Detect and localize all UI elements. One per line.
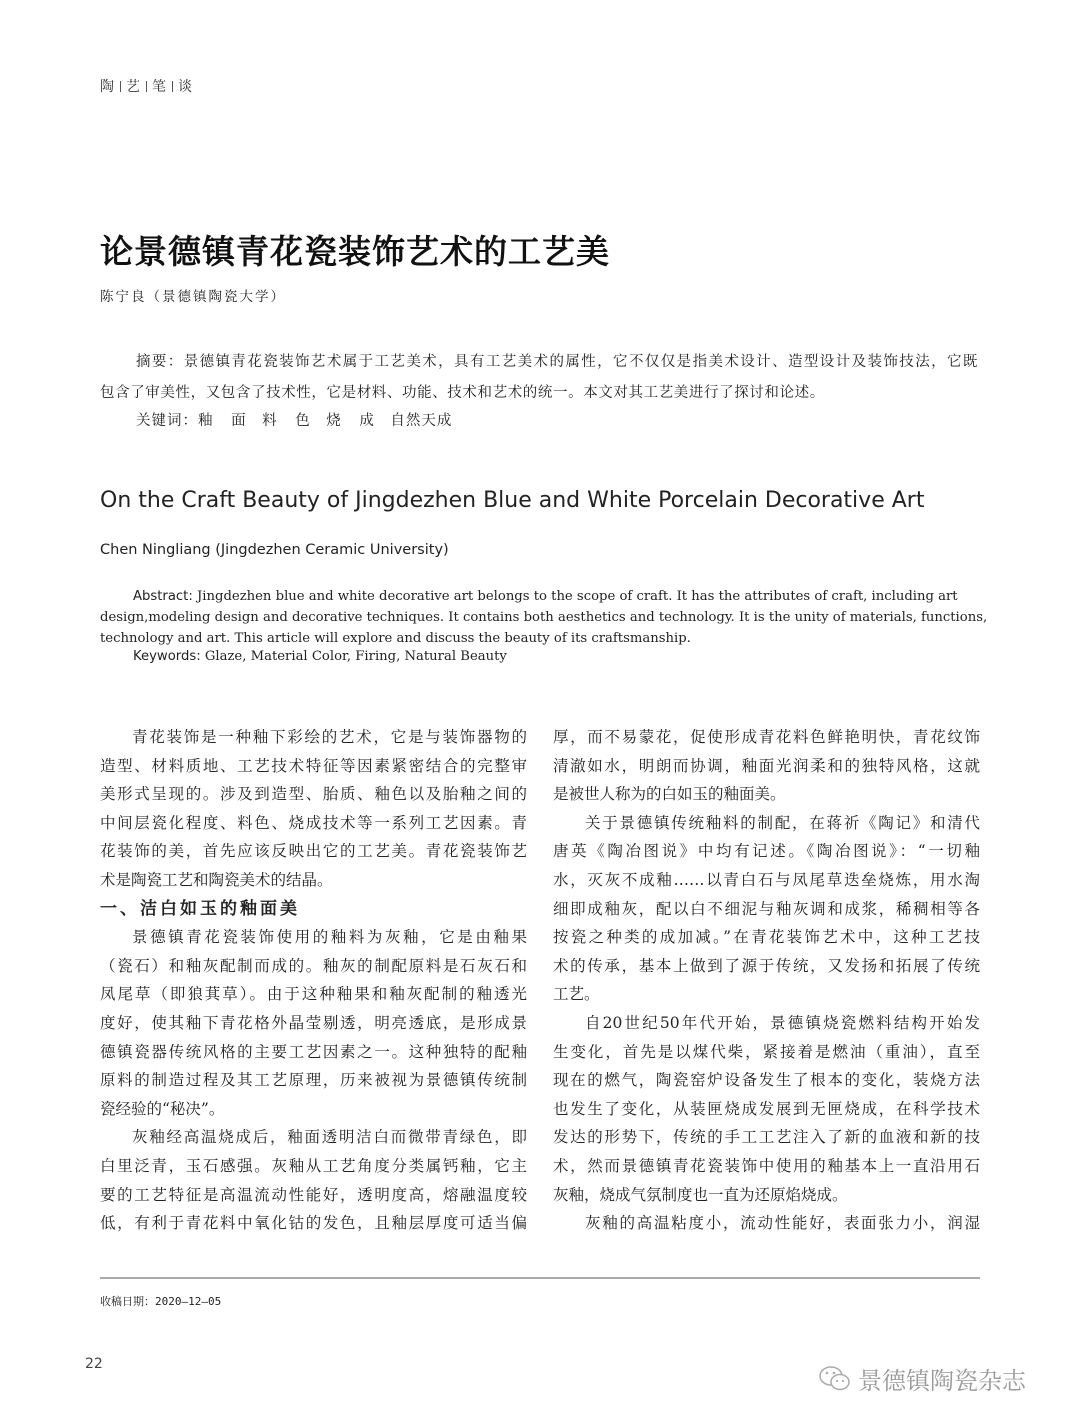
text-line: 发达的形势下，传统的手工工艺注入了新的血液和新的技 xyxy=(553,1128,980,1147)
text-line: 关于景德镇传统釉料的制配，在蒋祈《陶记》和清代 xyxy=(585,813,980,832)
divider xyxy=(120,81,121,92)
text-line: 白里泛青，玉石感强。灰釉从工艺角度分类属钙釉，它主 xyxy=(100,1156,527,1175)
keywords-value: 釉 面 料 色 烧 成 自然天成 xyxy=(198,413,453,429)
text-line: 灰釉经高温烧成后，釉面透明洁白而微带青绿色，即 xyxy=(132,1128,527,1147)
text-line: 厚，而不易蒙花，促使形成青花料色鲜艳明快，青花纹饰 xyxy=(553,728,980,746)
text-line: 细即成釉灰，配以白不细泥与釉灰调和成浆，稀稠相等各 xyxy=(553,899,980,918)
abstract-line: 包含了审美性，又包含了技术性，它是材料、功能、技术和艺术的统一。本文对其工艺美进行了探讨和论述。 xyxy=(100,385,825,401)
english-author: Chen Ningliang (Jingdezhen Ceramic University) xyxy=(100,542,449,558)
text-line: 唐英《陶冶图说》中均有记述。《陶冶图说》：“一切釉 xyxy=(553,842,980,861)
text-line: 也发生了变化，从装匣烧成发展到无匣烧成，在科学技术 xyxy=(553,1099,980,1118)
abstract-line: technology and art. This article will explore and discuss the beauty of its craftsmanship. xyxy=(100,631,691,646)
text-line: 术的传承，基本上做到了源于传统，又发扬和拓展了传统 xyxy=(553,956,980,975)
text-line: 清澈如水，明朗而协调，釉面光润柔和的独特风格，这就 xyxy=(553,756,980,775)
paragraph xyxy=(100,723,527,895)
english-title: On the Craft Beauty of Jingdezhen Blue and White Porcelain Decorative Art xyxy=(100,488,925,513)
text-line: 中间层瓷化程度、料色、烧成技术等一系列工艺因素。青 xyxy=(100,813,527,832)
watermark xyxy=(818,1361,1026,1396)
text-line: 原料的制造过程及其工艺原理，历来被视为景德镇传统制 xyxy=(100,1071,527,1090)
footer-divider xyxy=(100,1277,980,1279)
divider xyxy=(172,81,173,92)
abstract-zh xyxy=(100,347,978,409)
paragraph xyxy=(100,923,527,1123)
keywords-zh xyxy=(136,409,452,430)
abstract-line: design,modeling design and decorative techniques. It contains both aesthetics and technology. It is the unity of materials, functions, xyxy=(100,610,988,625)
abstract-text: Jingdezhen blue and white decorative art belongs to the scope of craft. It has the attributes of craft, including art xyxy=(192,589,958,604)
abstract-line xyxy=(100,586,958,607)
paragraph xyxy=(553,809,980,1009)
abstract-en xyxy=(100,586,988,649)
text-line: 工艺。 xyxy=(553,985,600,1004)
text-line: 术，然而景德镇青花瓷装饰中使用的釉基本上一直沿用石 xyxy=(553,1156,980,1175)
abstract-label: Abstract: xyxy=(133,589,193,604)
watermark-text: 景德镇陶瓷杂志 xyxy=(858,1367,1026,1395)
text-line: （瓷石）和釉灰配制而成的。釉灰的制配原料是石灰石和 xyxy=(100,956,527,975)
text-line: 低，有利于青花料中氧化钴的发色，且釉层厚度可适当偏 xyxy=(100,1214,527,1233)
author: 陈宁良（景德镇陶瓷大学） xyxy=(100,289,286,305)
section-tag xyxy=(100,76,193,96)
text-line: 按瓷之种类的成加减。”在青花装饰艺术中，这种工艺技 xyxy=(553,928,980,947)
text-line: 景德镇青花瓷装饰使用的釉料为灰釉，它是由釉果 xyxy=(132,928,527,947)
section-char: 陶 xyxy=(100,79,115,95)
text-line: 度好，使其釉下青花格外晶莹剔透，明亮透底，是形成景 xyxy=(100,1013,527,1032)
text-line: 瓷经验的“秘决”。 xyxy=(100,1099,225,1118)
text-line: 是被世人称为的白如玉的釉面美。 xyxy=(553,785,786,804)
keywords-value: Glaze, Material Color, Firing, Natural Beauty xyxy=(200,649,507,664)
section-char: 谈 xyxy=(178,79,193,95)
paragraph xyxy=(553,723,980,809)
received-date: 收稿日期：2020—12—05 xyxy=(100,1295,222,1308)
section-heading: 一、洁白如玉的釉面美 xyxy=(100,898,300,919)
keywords-en xyxy=(133,649,507,664)
text-line: 青花装饰是一种釉下彩绘的艺术，它是与装饰器物的 xyxy=(132,728,527,746)
divider xyxy=(146,81,147,92)
article-title: 论景德镇青花瓷装饰艺术的工艺美 xyxy=(100,232,610,271)
abstract-line: 摘要：景德镇青花瓷装饰艺术属于工艺美术，具有工艺美术的属性，它不仅仅是指美术设计、造型设计及装饰技法，它既 xyxy=(136,354,978,370)
text-line: 凤尾草（即狼萁草）。由于这种釉果和釉灰配制的釉透光 xyxy=(100,985,527,1004)
text-line: 造型、材料质地、工艺技术特征等因素紧密结合的完整审 xyxy=(100,756,527,775)
text-line: 美形式呈现的。涉及到造型、胎质、釉色以及胎釉之间的 xyxy=(100,785,527,804)
section-char: 艺 xyxy=(126,79,141,95)
paragraph xyxy=(553,1009,980,1209)
text-line: 灰釉，烧成气氛制度也一直为还原焰烧成。 xyxy=(553,1185,848,1204)
body-column-right xyxy=(553,723,980,1238)
text-line: 花装饰的美，首先应该反映出它的工艺美。青花瓷装饰艺 xyxy=(100,842,527,861)
text-line: 灰釉的高温粘度小，流动性能好，表面张力小，润湿 xyxy=(585,1214,980,1233)
text-line: 术是陶瓷工艺和陶瓷美术的结晶。 xyxy=(100,870,333,889)
keywords-label: Keywords: xyxy=(133,649,201,664)
wechat-icon xyxy=(818,1364,852,1394)
page-number: 22 xyxy=(85,1356,103,1372)
text-line: 水，灭灰不成釉……以青白石与凤尾草迭垒烧炼，用水淘 xyxy=(553,870,980,889)
keywords-label: 关键词： xyxy=(136,413,198,429)
section-char: 笔 xyxy=(152,79,167,95)
text-line: 德镇瓷器传统风格的主要工艺因素之一。这种独特的配釉 xyxy=(100,1042,527,1061)
text-line: 自20世纪50年代开始，景德镇烧瓷燃料结构开始发 xyxy=(585,1013,980,1032)
paragraph xyxy=(553,1209,980,1238)
text-line: 现在的燃气，陶瓷窑炉设备发生了根本的变化，装烧方法 xyxy=(553,1071,980,1090)
body-column-left xyxy=(100,723,527,1238)
paragraph xyxy=(100,1123,527,1237)
text-line: 要的工艺特征是高温流动性能好，透明度高，熔融温度较 xyxy=(100,1185,527,1204)
text-line: 生变化，首先是以煤代柴，紧接着是燃油（重油），直至 xyxy=(553,1042,980,1061)
